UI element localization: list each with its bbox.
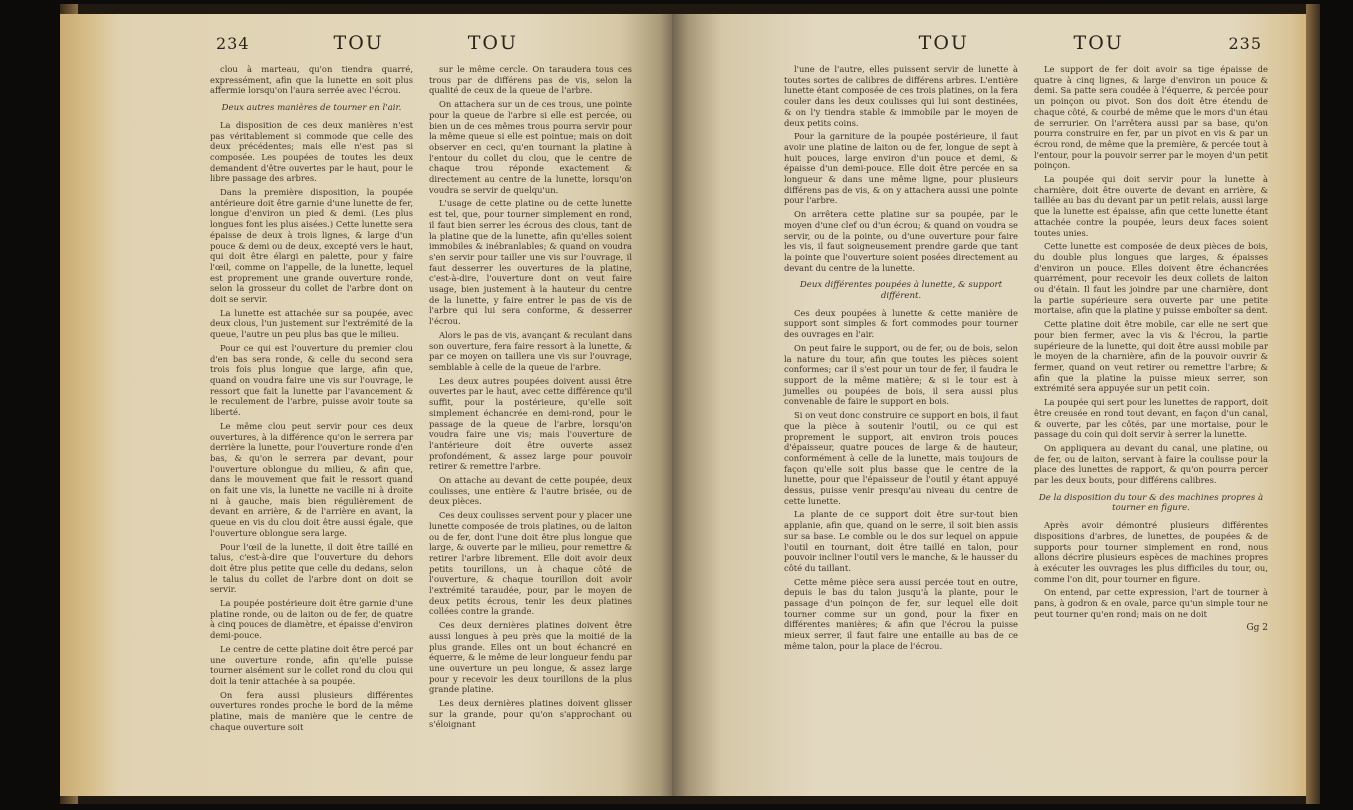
paragraph: On attache au devant de cette poupée, deux coulisses, une entière & l'autre brisée, ou de deux pièces. [429, 475, 632, 507]
paragraph: Ces deux poupées à lunette & cette manière de support sont simples & fort commodes pour tourner des ouvrages en l'air. [784, 307, 1018, 340]
paragraph: Dans la première disposition, la poupée antérieure doit être garnie d'une lunette de fer, longue d'environ un pied & demi. (Les plus longues font les plus aisées.) Cette lunette sera épaisse de deux à trois lignes, & large d'un pouce & demi ou de deux, excepté vers le haut, qui doit être élargi en palette, pour y faire l'œil, comme on l'appelle, de la lunette, lequel est proprement une grande ouverture ronde, selon la grosseur du collet de l'arbre dont on doit se servir. [210, 187, 413, 305]
open-book [60, 4, 1320, 804]
paragraph: Les deux dernières platines doivent glisser sur la grande, pour qu'on s'approchant ou s'éloignant [429, 698, 632, 730]
right-head-word-2: TOU [1073, 32, 1124, 54]
paragraph: On appliquera au devant du canal, une platine, ou de fer, ou de laiton, servant à faire la coulisse pour la place des lunettes de rapport, & qu'on pourra percer par les deux bouts, pour différens calibres. [1034, 442, 1268, 486]
right-head-word-1: TOU [918, 32, 969, 54]
paragraph: Pour la garniture de la poupée postérieure, il faut avoir une platine de laiton ou de fer, longue de sept à huit pouces, large environ d'un pouce et demi, & épaisse d'un demi-pouce. Elle doit être percée en sa longueur & dans une même ligne, pour plusieurs différens pas de vis, & on y attachera aussi une pointe pour l'arbre. [784, 131, 1018, 206]
left-head-word-2: TOU [467, 32, 519, 54]
section-heading: Deux différentes poupées à lunette, & support différent. [799, 280, 1003, 302]
paragraph: Le centre de cette platine doit être percé par une ouverture ronde, afin qu'elle puisse tourner aisément sur le collet rond du clou qui doit la tenir attachée à sa poupée. [210, 643, 413, 686]
section-heading: De la disposition du tour & des machines propres à tourner en figure. [1038, 492, 1264, 514]
paragraph: Cette platine doit être mobile, car elle ne sert que pour bien fermer, avec la vis & l'écrou, la partie supérieure de la lunette, qui doit être aussi mobile par le moyen de la charnière, afin de la pouvoir ouvrir & fermer, quand on veut retirer ou remettre l'arbre; & afin que la platine la puisse mieux serrer, son extrémité sera appuyée sur un petit coin. [1034, 319, 1268, 394]
paragraph: La lunette est attachée sur sa poupée, avec deux clous, l'un justement sur l'extrémité de la queue, l'autre un peu plus bas que le milieu. [210, 307, 413, 340]
paragraph: Ces deux coulisses servent pour y placer une lunette composée de trois platines, ou de laiton ou de fer, dont l'une doit être plus longue que large, & ouverte par le milieu, pour remettre & retirer l'arbre librement. Elle doit avoir deux petits tourillons, un à chaque côté de l'ouverture, & chaque tourillon doit avoir l'extrémité taraudée, pour, par le moyen de deux petits écrous, tenir les deux platines collées contre la grande. [429, 510, 632, 617]
paragraph: La poupée qui sert pour les lunettes de rapport, doit être creusée en rond tout devant, en façon d'un canal, & ouverte, par les côtés, par une mortaise, pour le passage du coin qui doit servir à serrer la lunette. [1034, 397, 1268, 440]
paragraph: La plante de ce support doit être sur-tout bien applanie, afin que, quand on le serre, il soit bien assis sur sa base. Le comble ou le dos sur lequel on appuie l'outil en tournant, doit être taillé en talon, pour pouvoir incliner l'outil vers le manche, & le hausser du côté du taillant. [784, 509, 1018, 573]
paragraph: La poupée postérieure doit être garnie d'une platine ronde, ou de laiton ou de fer, de quatre à cinq pouces de diamètre, et épaisse d'environ demi-pouce. [210, 598, 413, 641]
paragraph: Après avoir démontré plusieurs différentes dispositions d'arbres, de lunettes, de poupées & de supports pour tourner simplement en rond, nous allons décrire plusieurs espèces de machines propres à exécuter les ouvrages les plus difficiles du tour, ou, comme l'on dit, pour tourner en figure. [1034, 520, 1268, 584]
paragraph: Le support de fer doit avoir sa tige épaisse de quatre à cinq lignes, & large d'environ un pouce & demi. Sa patte sera coudée à l'équerre, & percée pour un poinçon ou pivot. Son dos doit être étendu de chaque côté, & courbé de même que le mors d'un étau de serrurier. On l'arrêtera aussi par sa base, qu'on pourra construire en fer, par un pivot en vis & par un écrou rond, de même que la première, & percée tout à l'entour, pour la pouvoir serrer par le moyen d'un petit poinçon. [1034, 64, 1268, 171]
paragraph: On peut faire le support, ou de fer, ou de bois, selon la nature du tour, afin que toutes les pièces soient conformes; car il s'est pour un tour de fer, il faudra le support de la même matière; & si le tour est à jumelles ou poupées de bois, il sera aussi plus convenable de faire le support en bois. [784, 342, 1018, 407]
signature-mark: Gg 2 [1246, 623, 1268, 634]
paragraph: Ces deux dernières platines doivent être aussi longues à peu près que la moitié de la plus grande. Elles ont un bout échancré en équerre, & le même de leur longueur fendu par une ouverture un peu longue, & assez large pour y recevoir les deux tourillons de la plus grande platine. [429, 620, 632, 695]
book-edge-right [1306, 4, 1320, 804]
paragraph: l'une de l'autre, elles puissent servir de lunette à toutes sortes de calibres de différens arbres. L'entière lunette étant composée de ces trois platines, on la fera couler dans les deux coulisses qui lui sont destinées, & on l'y tiendra stable & immobile par le moyen de deux petits coins. [784, 64, 1018, 128]
left-page [60, 14, 672, 796]
paragraph: Si on veut donc construire ce support en bois, il faut que la pièce à soutenir l'outil, ou ce qui est proprement le support, ait environ trois pouces d'épaisseur, quatre pouces de large & de hauteur, conformément à celle de la lunette, mais toujours de façon qu'elle soit plus basse que le centre de la lunette, pour que l'épaisseur de l'outil y étant appuyé dessus, puisse venir presqu'au niveau du centre de cette lunette. [784, 410, 1018, 506]
paragraph: Le même clou peut servir pour ces deux ouvertures, à la différence qu'on le serrera par derrière la lunette, pour l'ouverture ronde d'en bas, & qu'on le serrera par devant, pour l'ouverture oblongue du milieu, & afin que, dans le mouvement que fait le ressort quand on fait une vis, la lunette ne vacille ni à droite ni à gauche, mais bien régulièrement de devant en arrière, & de l'arrière en avant, la queue en vis du clou doit être aussi égale, que l'ouverture oblongue sera large. [210, 420, 413, 538]
left-column-2 [429, 64, 632, 735]
right-column-1 [784, 64, 1018, 655]
paragraph: sur le même cercle. On taraudera tous ces trous par de différens pas de vis, selon la qualité de ceux de la queue de l'arbre. [429, 64, 632, 96]
right-running-head [784, 32, 1268, 54]
paragraph: L'usage de cette platine ou de cette lunette est tel, que, pour tourner simplement en rond, il faut bien serrer les écrous des clous, tant de la platine que de la lunette, afin qu'elles soient immobiles & inébranlables; & quand on voudra s'en servir pour tailler une vis sur l'ouvrage, il faut desserrer les ouvertures de la platine, c'est-à-dire, l'ouverture dont on veut faire usage, bien justement à la hauteur du centre de la lunette, y faire entrer le pas de vis de l'arbre qui lui sera conforme, & desserrer l'écrou. [429, 198, 632, 327]
paragraph: La poupée qui doit servir pour la lunette à charnière, doit être ouverte de devant en arrière, & taillée au bas du devant par un petit relais, aussi large que la lunette est épaisse, afin que cette lunette étant attachée contre la poupée, leurs deux faces soient toutes unies. [1034, 174, 1268, 238]
paragraph: Cette même pièce sera aussi percée tout en outre, depuis le bas du talon jusqu'à la plante, pour le passage d'un poinçon de fer, sur lequel elle doit tourner comme sur un gond, pour la fixer en différentes manières; & afin que l'écrou la puisse mieux serrer, il faut faire une entaille au bas de ce même talon, pour la place de l'écrou. [784, 576, 1018, 651]
paragraph: La disposition de ces deux manières n'est pas véritablement si commode que celle des deux précédentes; mais elle n'est pas si composée. Les poupées de toutes les deux demandent d'être ouvertes par le haut, pour le libre passage des arbres. [210, 119, 413, 184]
paragraph: On entend, par cette expression, l'art de tourner à pans, à godron & en ovale, parce qu'un simple tour ne peut tourner qu'en rond; mais on ne doit [1034, 587, 1268, 619]
paragraph: On attachera sur un de ces trous, une pointe pour la queue de l'arbre si elle est percée, ou bien un de ces mêmes trous pourra servir pour la même queue si elle est pointue; mais on doit observer en ceci, qu'en tournant la platine à l'entour du collet du clou, que le centre de chaque trou réponde exactement & directement au centre de la lunette, lorsqu'on voudra se servir de quelqu'un. [429, 99, 632, 195]
left-column-1 [210, 64, 413, 735]
paragraph: Cette lunette est composée de deux pièces de bois, du double plus longues que larges, & épaisses d'environ un pouce. Elles doivent être échancrées quarrément, pour recevoir les deux collets de laiton ou d'étain. Il faut les joindre par une charnière, dont la partie supérieure sera ouverte par une petite mortaise, afin que la platine y puisse emboîter sa dent. [1034, 241, 1268, 316]
paragraph: Les deux autres poupées doivent aussi être ouvertes par le haut, avec cette différence qu'il suffit, pour la postérieure, qu'elle soit simplement échancrée en demi-rond, pour le passage de la queue de l'arbre, lorsqu'on voudra faire une vis; mais l'ouverture de l'antérieure doit être ouverte assez profondément, & assez large pour pouvoir retirer & remettre l'arbre. [429, 375, 632, 472]
right-page [672, 14, 1320, 796]
left-head-word-1: TOU [333, 32, 384, 54]
paragraph: Pour ce qui est l'ouverture du premier clou d'en bas sera ronde, & celle du second sera trois fois plus longue que large, afin que, quand on voudra faire une vis sur l'ouvrage, le ressort que fait la lunette par l'avancement & le reculement de l'arbre, puisse avoir toute sa liberté. [210, 342, 413, 418]
paragraph: Alors le pas de vis, avançant & reculant dans son ouverture, fera faire ressort à la lunette, & par ce moyen on taillera une vis sur l'ouvrage, semblable à celle de la queue de l'arbre. [429, 329, 632, 372]
left-page-number: 234 [216, 34, 250, 53]
right-column-2 [1034, 64, 1268, 655]
left-running-head [210, 32, 632, 54]
paragraph: clou à marteau, qu'on tiendra quarré, expressément, afin que la lunette en soit plus affermie lorsqu'on l'aura serrée avec l'écrou. [210, 64, 413, 96]
paragraph: On arrêtera cette platine sur sa poupée, par le moyen d'une clef ou d'un écrou; & quand on voudra se servir, ou de la pointe, ou d'une ouverture pour faire les vis, il faut soigneusement prendre garde que tant la pointe que l'ouverture soient posées directement au devant du centre de la lunette. [784, 209, 1018, 273]
paragraph: Pour l'œil de la lunette, il doit être taillé en talus, c'est-à-dire que l'ouverture du dehors doit être plus petite que celle du dedans, selon le talus du collet de l'arbre dont on doit se servir. [210, 541, 413, 595]
section-heading: Deux autres manières de tourner en l'air. [221, 103, 402, 114]
paragraph: On fera aussi plusieurs différentes ouvertures rondes proche le bord de la même platine, mais de manière que le centre de chaque ouverture soit [210, 689, 413, 732]
right-page-number: 235 [1228, 34, 1262, 53]
